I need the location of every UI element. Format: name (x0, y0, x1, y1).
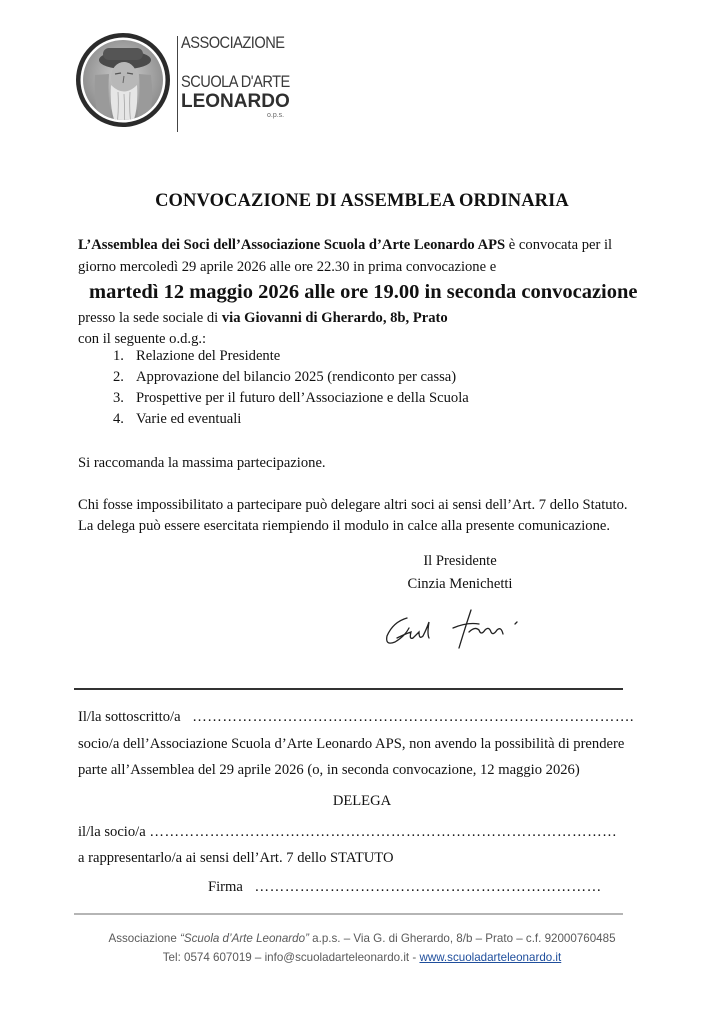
delegation-note-2: La delega può essere esercitata riempiendo il modulo in calce alla presente comunicazione. (78, 518, 611, 534)
agenda-item-number: 4. (113, 411, 124, 427)
delega-heading: DELEGA (332, 793, 392, 809)
footer-contacts: Tel: 0574 607019 – info@scuoladarteleonardo.it - (162, 951, 420, 964)
footer-separator (74, 913, 623, 915)
second-call-date: martedì 12 maggio 2026 alle ore 19.00 in seconda convocazione (89, 281, 638, 303)
leonardo-portrait-icon (73, 30, 173, 130)
logo-line-leonardo: LEONARDO (181, 91, 290, 112)
footer-address: a.p.s. – Via G. di Gherardo, 8/b – Prato – c.f. 92000760485 (308, 932, 616, 945)
sign-label: Firma (208, 879, 243, 895)
logo-divider (177, 36, 178, 132)
venue-prefix: presso la sede sociale di (78, 310, 222, 326)
agenda-item (113, 390, 469, 411)
agenda-item-number: 3. (113, 390, 124, 406)
undersigned-label: Il/la sottoscritto/a (78, 709, 181, 725)
logo-line-associazione: ASSOCIAZIONE (181, 33, 285, 52)
agenda-item-number: 1. (113, 348, 124, 364)
venue-line (78, 311, 448, 326)
footer-line-1 (0, 929, 724, 948)
website-link[interactable]: www.scuoladarteleonardo.it (419, 951, 562, 964)
agenda-list (113, 348, 469, 432)
agenda-item-number: 2. (113, 369, 124, 385)
agenda-item-text: Varie ed eventuali (136, 411, 242, 427)
member-line-1: socio/a dell’Associazione Scuola d’Arte Leonardo APS, non avendo la possibilità di prendere (78, 736, 625, 752)
sign-field[interactable]: …………………………………………………………… (254, 879, 602, 895)
agenda-item-text: Approvazione del bilancio 2025 (rendiconto per cassa) (136, 369, 457, 385)
recommend-text: Si raccomanda la massima partecipazione. (78, 455, 326, 471)
footer-prefix: Associazione (108, 932, 181, 945)
intro-bold: L’Assemblea dei Soci dell’Associazione Scuola d’Arte Leonardo APS (78, 237, 506, 253)
footer-school-name: “Scuola d’Arte Leonardo” (180, 932, 309, 945)
delegate-label: il/la socio/a (78, 824, 146, 840)
delegate-line (78, 825, 617, 840)
venue-address: via Giovanni di Gherardo, 8b, Prato (221, 310, 448, 326)
form-separator (74, 688, 623, 690)
footer (0, 929, 724, 967)
agenda-item (113, 348, 469, 369)
handwritten-signature-icon (375, 598, 555, 658)
intro-rest: è convocata per il (505, 237, 613, 253)
agenda-item-text: Prospettive per il futuro dell’Associazione e della Scuola (136, 390, 469, 406)
logo-wordmark (181, 34, 307, 119)
footer-line-2 (0, 948, 724, 967)
intro-line-2: giorno mercoledì 29 aprile 2026 alle ore 22.30 in prima convocazione e (78, 259, 497, 275)
agenda-intro: con il seguente o.d.g.: (78, 331, 207, 347)
undersigned-field[interactable]: ……………………………………………………………………………. (192, 709, 635, 725)
logo-line-scuola: SCUOLA D'ARTE (181, 72, 290, 91)
sign-line (208, 880, 602, 895)
agenda-item (113, 411, 469, 432)
delegation-note-1: Chi fosse impossibilitato a partecipare può delegare altri soci ai sensi dell’Art. 7 dello Statuto. (78, 497, 628, 513)
member-line-2: parte all’Assemblea del 29 aprile 2026 (o, in seconda convocazione, 12 maggio 2026) (78, 762, 580, 778)
intro-line-1 (78, 238, 612, 253)
page-title: CONVOCAZIONE DI ASSEMBLEA ORDINARIA (155, 191, 569, 211)
delegate-field[interactable]: ………………………………………………………………………………… (149, 824, 618, 840)
signatory-name: Cinzia Menichetti (407, 576, 513, 592)
agenda-item (113, 369, 469, 390)
logo-line-aps: o.p.s. (267, 112, 285, 119)
signatory-role: Il Presidente (423, 553, 497, 569)
represent-line: a rappresentarlo/a ai sensi dell’Art. 7 dello STATUTO (78, 850, 394, 866)
association-logo (73, 30, 313, 132)
undersigned-line (78, 710, 634, 725)
agenda-item-text: Relazione del Presidente (136, 348, 281, 364)
